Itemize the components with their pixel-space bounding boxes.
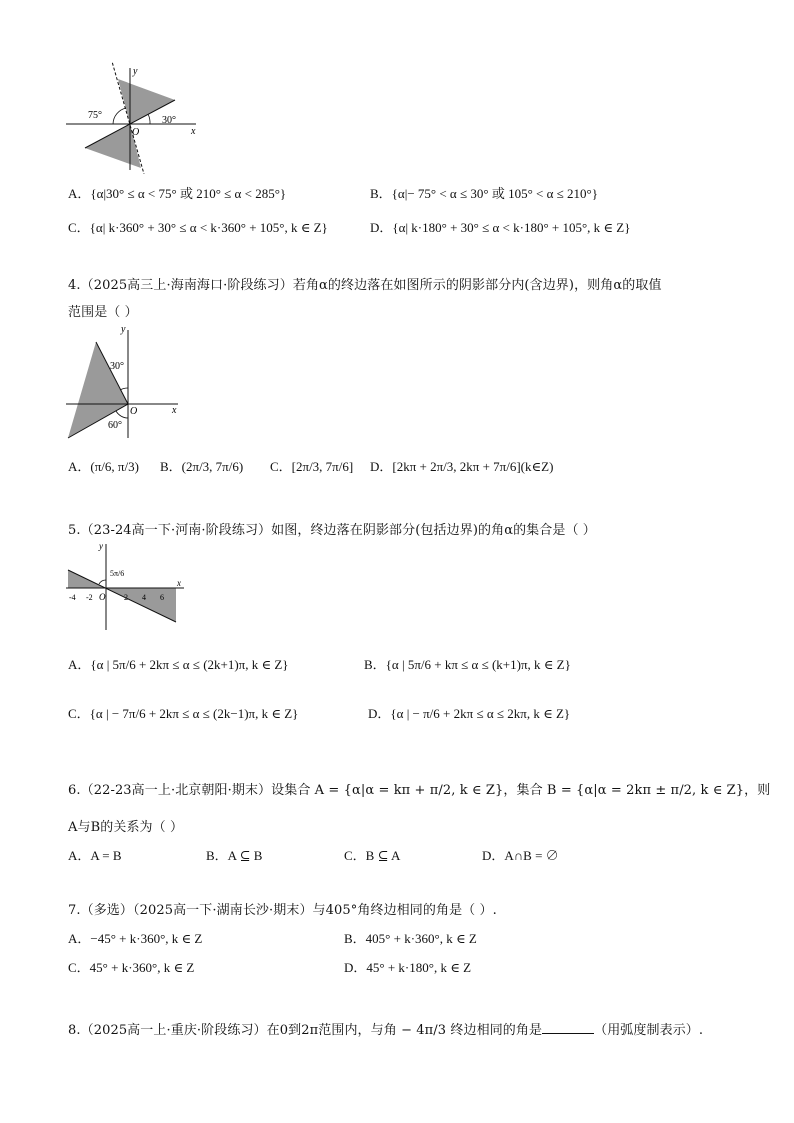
q3-arc-75 bbox=[113, 108, 126, 124]
q5-figure bbox=[66, 540, 190, 632]
q4-arc-30 bbox=[120, 388, 128, 390]
q3-origin-label: O bbox=[132, 127, 140, 138]
q6-stem-line1: 6.（22-23高一上·北京朝阳·期末）设集合 A = {α|α = kπ + π/2, k ∈ Z}，集合 B = {α|α = 2kπ ± π/2, k ∈ Z}，则 bbox=[68, 783, 771, 798]
q5-arc bbox=[99, 580, 106, 584]
q5-option-d[interactable]: D．{α | − π/6 + 2kπ ≤ α ≤ 2kπ, k ∈ Z} bbox=[368, 706, 571, 721]
q3-option-a[interactable]: A．{α|30° ≤ α < 75° 或 210° ≤ α < 285°} bbox=[68, 186, 287, 201]
q3-x-label: x bbox=[191, 126, 196, 137]
q4-option-a[interactable]: A．(π/6, π/3) bbox=[68, 459, 139, 474]
q4-option-d[interactable]: D．[2kπ + 2π/3, 2kπ + 7π/6](k∈Z) bbox=[370, 459, 554, 474]
q3-arc-30 bbox=[148, 114, 150, 124]
q5-angle-label: 5π/6 bbox=[110, 569, 125, 578]
q4-option-b[interactable]: B．(2π/3, 7π/6) bbox=[160, 459, 244, 474]
q5-y-label: y bbox=[99, 541, 103, 551]
q3-y-label: y bbox=[133, 66, 138, 77]
q6-option-d[interactable]: D．A∩B = ∅ bbox=[482, 848, 559, 863]
q7-option-b[interactable]: B．405° + k·360°, k ∈ Z bbox=[344, 931, 477, 946]
q5-tick-label: 6 bbox=[160, 593, 164, 602]
q8-stem bbox=[68, 1019, 703, 1038]
q5-tick-label: -2 bbox=[86, 593, 93, 602]
q4-stem-line1: 4.（2025高三上·海南海口·阶段练习）若角α的终边落在如图所示的阴影部分内(含边界)，则角α的取值 bbox=[68, 278, 662, 293]
q3-option-d[interactable]: D．{α| k·180° + 30° ≤ α < k·180° + 105°, k ∈ Z} bbox=[370, 220, 631, 235]
q5-tick-label: -4 bbox=[69, 593, 76, 602]
q4-option-c[interactable]: C．[2π/3, 7π/6] bbox=[270, 459, 354, 474]
q3-option-c[interactable]: C．{α| k·360° + 30° ≤ α < k·360° + 105°, k ∈ Z} bbox=[68, 220, 328, 235]
q4-y-label: y bbox=[121, 324, 126, 335]
q8-answer-blank[interactable] bbox=[542, 1021, 594, 1034]
q7-option-a[interactable]: A．−45° + k·360°, k ∈ Z bbox=[68, 931, 203, 946]
q5-option-c[interactable]: C．{α | − 7π/6 + 2kπ ≤ α ≤ (2k−1)π, k ∈ Z} bbox=[68, 706, 299, 721]
q6-stem-line2: A与B的关系为（ ） bbox=[68, 820, 184, 835]
q7-option-d[interactable]: D．45° + k·180°, k ∈ Z bbox=[344, 960, 472, 975]
q4-x-label: x bbox=[172, 405, 177, 416]
q5-tick-label: 4 bbox=[142, 593, 146, 602]
q3-angle-75-label: 75° bbox=[88, 110, 102, 121]
q5-stem: 5.（23-24高一下·河南·阶段练习）如图，终边落在阴影部分(包括边界)的角α的集合是（ ） bbox=[68, 523, 596, 538]
q8-stem-pre: 8.（2025高一上·重庆·阶段练习）在0到2π范围内，与角 − 4π/3 终边相同的角是 bbox=[68, 1023, 543, 1038]
q3-angle-30-label: 30° bbox=[162, 115, 176, 126]
q6-option-c[interactable]: C．B ⊆ A bbox=[344, 848, 401, 863]
q5-option-a[interactable]: A．{α | 5π/6 + 2kπ ≤ α ≤ (2k+1)π, k ∈ Z} bbox=[68, 657, 289, 672]
q6-option-b[interactable]: B．A ⊆ B bbox=[206, 848, 263, 863]
q7-stem: 7.（多选）（2025高一下·湖南长沙·期末）与405°角终边相同的角是（ ）. bbox=[68, 903, 497, 918]
q5-option-b[interactable]: B．{α | 5π/6 + kπ ≤ α ≤ (k+1)π, k ∈ Z} bbox=[364, 657, 571, 672]
q4-angle-60-label: 60° bbox=[108, 420, 122, 431]
q4-angle-30-label: 30° bbox=[110, 361, 124, 372]
q4-stem-line2: 范围是（ ） bbox=[68, 305, 138, 320]
q8-stem-post: （用弧度制表示）. bbox=[594, 1023, 704, 1038]
q5-x-label: x bbox=[177, 578, 181, 588]
q6-option-a[interactable]: A．A = B bbox=[68, 848, 122, 863]
q5-origin-label: O bbox=[99, 592, 106, 602]
q5-tick-label: 2 bbox=[124, 593, 128, 602]
q4-figure bbox=[66, 322, 182, 440]
q7-option-c[interactable]: C．45° + k·360°, k ∈ Z bbox=[68, 960, 195, 975]
q3-option-b[interactable]: B．{α|− 75° < α ≤ 30° 或 105° < α ≤ 210°} bbox=[370, 186, 598, 201]
q4-origin-label: O bbox=[130, 406, 138, 417]
q4-arc-60 bbox=[116, 411, 128, 418]
q3-figure bbox=[66, 62, 200, 174]
